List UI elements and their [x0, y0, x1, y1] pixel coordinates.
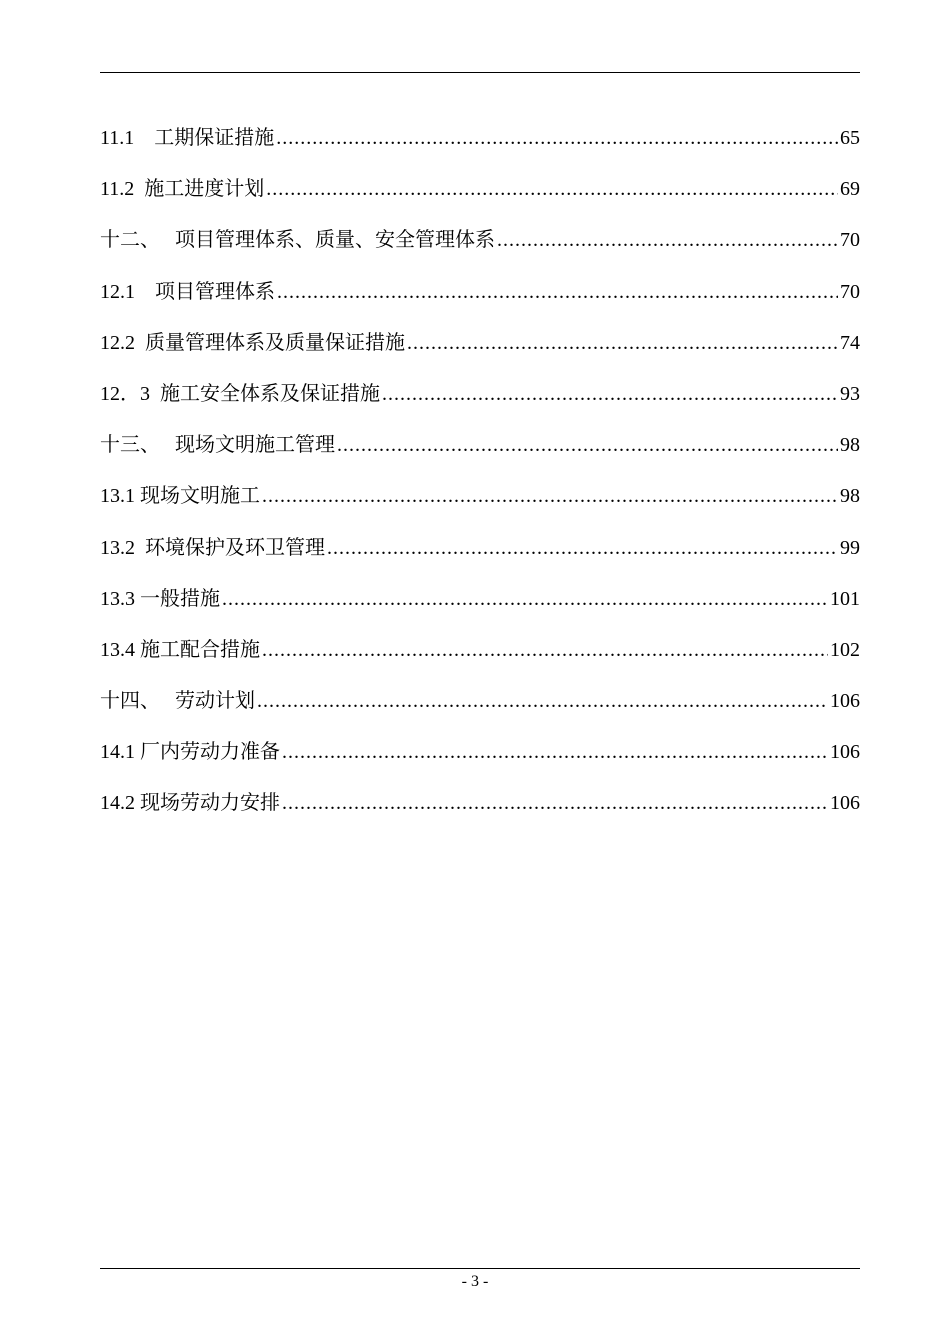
toc-dot-leader	[266, 173, 838, 205]
toc-dot-leader	[282, 787, 828, 819]
toc-entry[interactable]	[100, 634, 860, 685]
toc-entry[interactable]	[100, 429, 860, 480]
toc-entry-title: 12.1 项目管理体系	[100, 280, 275, 303]
toc-entry-title: 13.2 环境保护及环卫管理	[100, 536, 325, 559]
page-number: - 3 -	[461, 1273, 489, 1290]
toc-dot-leader	[222, 583, 828, 615]
toc-entry-title: 13.3 一般措施	[100, 587, 220, 610]
toc-entry[interactable]	[100, 276, 860, 327]
toc-entry[interactable]	[100, 224, 860, 275]
toc-entry-page: 102	[830, 638, 860, 661]
toc-entry-page: 69	[840, 178, 860, 201]
toc-dot-leader	[497, 224, 838, 256]
toc-entry[interactable]	[100, 736, 860, 787]
toc-dot-leader	[382, 378, 838, 410]
toc-entry-page: 98	[840, 485, 860, 508]
toc-entry-page: 99	[840, 536, 860, 559]
toc-entry[interactable]	[100, 685, 860, 736]
toc-entry-page: 101	[830, 587, 860, 610]
toc-entry-page: 70	[840, 280, 860, 303]
toc-entry[interactable]	[100, 173, 860, 224]
toc-entry-page: 106	[830, 741, 860, 764]
header-rule	[100, 72, 860, 73]
toc-entry-title: 13.1 现场文明施工	[100, 485, 260, 508]
toc-entry[interactable]	[100, 480, 860, 531]
toc-entry-title: 十四、 劳动计划	[100, 690, 255, 713]
toc-dot-leader	[262, 634, 828, 666]
toc-entry-page: 93	[840, 382, 860, 405]
toc-entry[interactable]	[100, 583, 860, 634]
toc-entry-page: 106	[830, 792, 860, 815]
toc-entry-title: 14.1 厂内劳动力准备	[100, 741, 280, 764]
toc-dot-leader	[277, 276, 838, 308]
toc-entry-title: 14.2 现场劳动力安排	[100, 792, 280, 815]
toc-dot-leader	[327, 532, 838, 564]
toc-entry-page: 65	[840, 127, 860, 149]
toc-dot-leader	[282, 736, 828, 768]
toc-entry-title: 11.2 施工进度计划	[100, 178, 265, 201]
toc-entry[interactable]	[100, 787, 860, 838]
table-of-contents	[100, 122, 860, 839]
toc-entry[interactable]	[100, 532, 860, 583]
toc-entry-page: 74	[840, 331, 860, 354]
toc-entry-title: 十三、 现场文明施工管理	[100, 434, 335, 457]
toc-entry-title: 13.4 施工配合措施	[100, 638, 260, 661]
toc-entry[interactable]	[100, 378, 860, 429]
toc-entry-title: 12．3 施工安全体系及保证措施	[100, 382, 380, 405]
toc-entry-page: 70	[840, 229, 860, 252]
toc-dot-leader	[257, 685, 828, 717]
toc-entry[interactable]	[100, 327, 860, 378]
toc-entry-title: 12.2 质量管理体系及质量保证措施	[100, 331, 405, 354]
toc-dot-leader	[337, 429, 838, 461]
toc-dot-leader	[276, 122, 838, 154]
toc-entry-page: 106	[830, 690, 860, 713]
toc-entry-title: 十二、 项目管理体系、质量、安全管理体系	[100, 229, 495, 252]
toc-dot-leader	[407, 327, 838, 359]
footer-rule	[100, 1268, 860, 1269]
toc-entry-title: 11.1 工期保证措施	[100, 127, 275, 149]
toc-entry[interactable]	[100, 122, 860, 173]
toc-entry-page: 98	[840, 434, 860, 457]
toc-dot-leader	[262, 480, 838, 512]
